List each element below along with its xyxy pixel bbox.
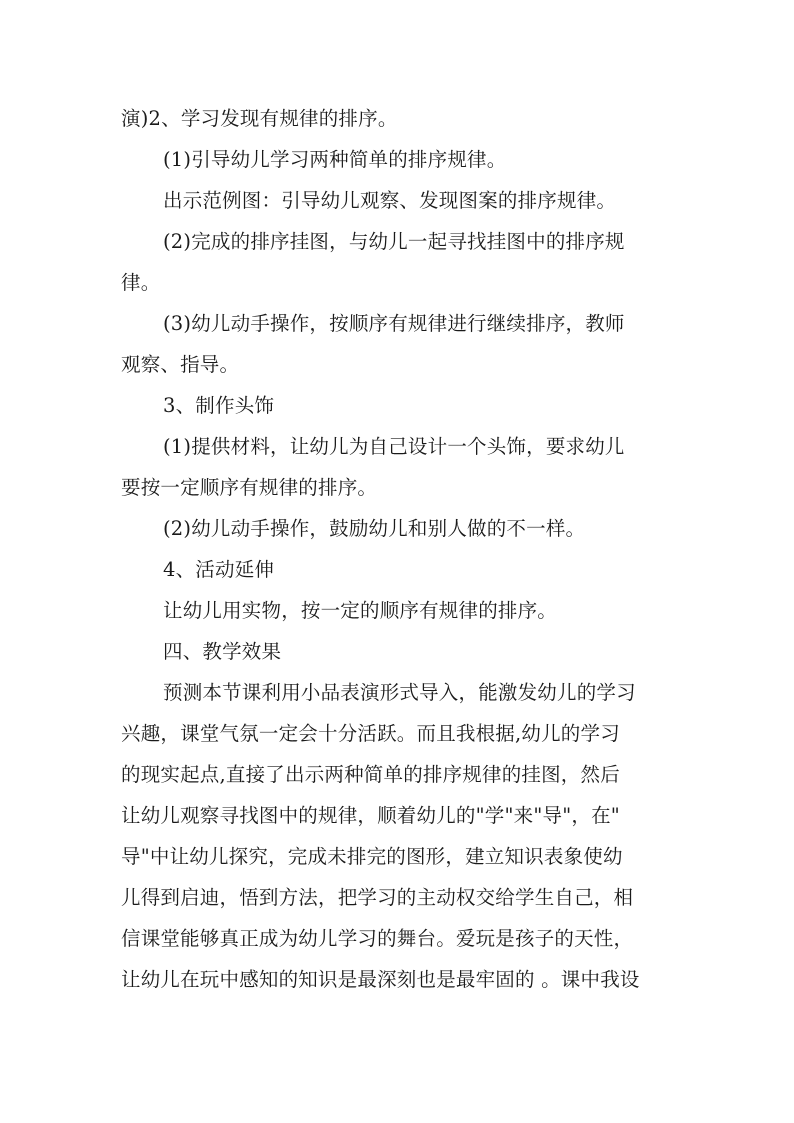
section-heading-teaching-effect: 四、教学效果 [163, 640, 282, 663]
text-line-6: (3)幼儿动手操作，按顺序有规律进行继续排序，教师 [163, 312, 625, 335]
text-line-3: 出示范例图：引导幼儿观察、发现图案的排序规律。 [163, 189, 617, 212]
text-line-20: 儿得到启迪，悟到方法，把学习的主动权交给学生自己，相 [121, 886, 634, 909]
document-body [121, 98, 677, 1000]
text-line-16: 兴趣，课堂气氛一定会十分活跃。而且我根据,幼儿的学习 [121, 722, 620, 745]
text-line-7: 观察、指导。 [121, 353, 240, 376]
text-line-1: 演)2、学习发现有规律的排序。 [121, 107, 398, 130]
text-line-10: 要按一定顺序有规律的排序。 [121, 476, 378, 499]
section-heading-3: 3、制作头饰 [163, 394, 275, 417]
text-line-4: (2)完成的排序挂图，与幼儿一起寻找挂图中的排序规 [163, 230, 625, 253]
text-line-13: 让幼儿用实物，按一定的顺序有规律的排序。 [163, 599, 558, 622]
text-line-22: 让幼儿在玩中感知的知识是最深刻也是最牢固的 。课中我设 [121, 968, 640, 991]
text-line-9: (1)提供材料，让幼儿为自己设计一个头饰，要求幼儿 [163, 435, 625, 458]
text-line-2: (1)引导幼儿学习两种简单的排序规律。 [163, 148, 507, 171]
text-line-19: 导"中让幼儿探究，完成未排完的图形，建立知识表象使幼 [121, 845, 623, 868]
text-line-18: 让幼儿观察寻找图中的规律，顺着幼儿的"学"来"导"，在" [121, 804, 620, 827]
text-line-17: 的现实起点,直接了出示两种简单的排序规律的挂图，然后 [121, 763, 620, 786]
text-line-15: 预测本节课利用小品表演形式导入，能激发幼儿的学习 [163, 681, 636, 704]
text-line-21: 信课堂能够真正成为幼儿学习的舞台。爱玩是孩子的天性， [121, 927, 634, 950]
text-line-5: 律。 [121, 271, 161, 294]
text-line-11: (2)幼儿动手操作，鼓励幼儿和别人做的不一样。 [163, 517, 586, 540]
section-heading-4: 4、活动延伸 [163, 558, 275, 581]
